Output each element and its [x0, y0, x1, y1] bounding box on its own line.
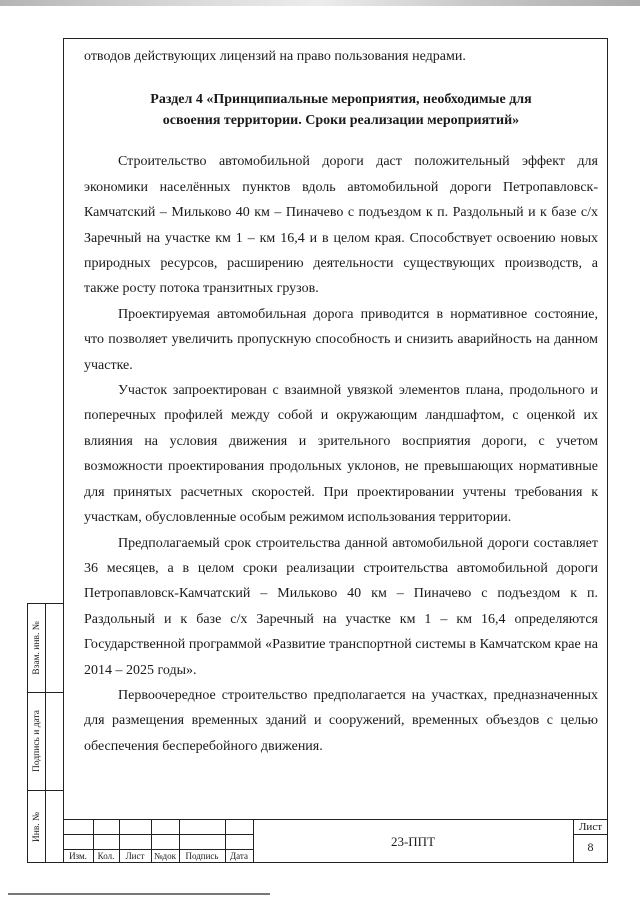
side-stamp-divider — [45, 604, 46, 862]
header-list: Лист — [125, 851, 145, 861]
title-block-line — [573, 834, 608, 835]
paragraph-4: Предполагаемый срок строительства данной автомобильной дороги составляет 36 месяцев, а в целом сроки реализации строительства автомобильной дороги Петропавловск-Камчатский – Мильково 40 км – Пиначево с подъездом к п. Раздольный и к базе с/х Заречный на участке км 1 – км 16,4 определяются Государственной программой «Развитие транспортной системы в Камчатском крае на 2014 – 2025 годы». — [84, 535, 598, 678]
paragraph-1: Строительство автомобильной дороги даст положительный эффект для экономики населённых пунктов вдоль автомобильной дороги Петропавловск-Камчатский – Мильково 40 км – Пиначево с подъездом к п. Раздольный и к базе с/х Заречный на участке км 1 – км 16,4 и в целом края. Способствует освоению новых природных ресурсов, расширению деятельности существующих производств, а также росту потока транзитных грузов. — [84, 154, 598, 297]
sheet-number: 8 — [587, 840, 594, 854]
section-heading-line1: Раздел 4 «Принципиальные мероприятия, необходимые для — [150, 92, 532, 108]
paragraph-2: Проектируемая автомобильная дорога приводится в нормативное состояние, что позволяет увеличить пропускную способность и снизить аварийность на данном участке. — [84, 306, 598, 373]
header-podpis: Подпись — [185, 851, 219, 861]
document-code: 23-ППТ — [390, 834, 436, 849]
scan-edge-top — [0, 0, 640, 6]
section-heading-line2: освоения территории. Сроки реализации мероприятий» — [162, 113, 520, 129]
header-izm: Изм. — [69, 851, 87, 861]
side-stamp-row-line — [28, 692, 63, 693]
paragraph-5: Первоочередное строительство предполагается на участках, предназначенных для размещения временных зданий и сооружений, временных объездов с целью обеспечения бесперебойного движения. — [84, 687, 598, 754]
header-data: Дата — [230, 851, 248, 861]
header-ndok: №док — [153, 851, 177, 861]
document-body — [84, 44, 598, 759]
paragraph-3: Участок запроектирован с взаимной увязкой элементов плана, продольного и поперечных профилей между собой и окружающим ландшафтом, с оценкой их влияния на условия движения и зрительного восприятия дороги, с учетом возможности проектирования продольных уклонов, не превышающих нормативные для принятых расчетных скоростей. При проектировании учтены требования к участкам, обусловленные особым режимом использования территории. — [84, 383, 598, 526]
section-heading — [84, 89, 598, 131]
title-block — [63, 819, 608, 863]
header-kol: Кол. — [97, 851, 115, 861]
side-stamp: Взам. инв. № Подпись и дата Инв. № — [27, 603, 63, 863]
side-stamp-row-line — [28, 790, 63, 791]
intro-line: отводов действующих лицензий на право пользования недрами. — [84, 49, 466, 64]
sheet-label: Лист — [578, 821, 603, 833]
scan-edge-bottom — [8, 893, 270, 895]
